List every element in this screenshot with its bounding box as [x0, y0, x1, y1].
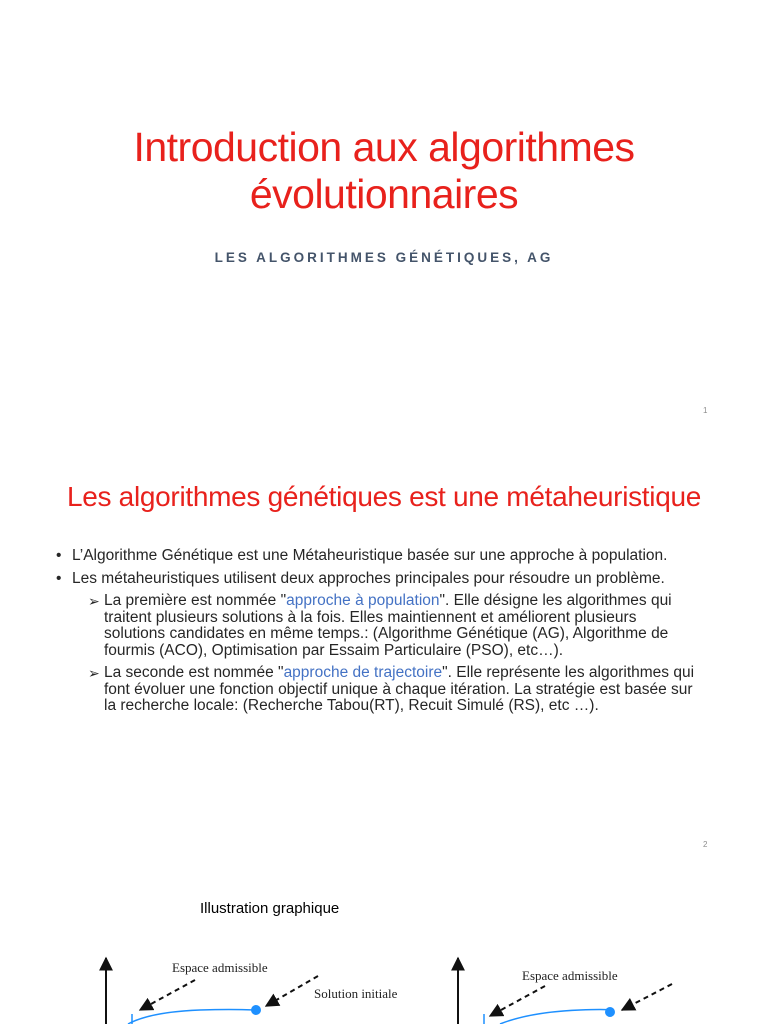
arrow-bullet-icon: ➢	[88, 593, 100, 609]
bullet-item	[56, 548, 696, 565]
search-space-illustration	[0, 954, 768, 1024]
sub-bullet-item	[56, 665, 696, 715]
slide-3-title: Illustration graphique	[200, 900, 340, 917]
slide-3	[0, 864, 768, 1024]
bullet-dot: •	[56, 547, 62, 564]
slide-1-title-line-1: Introduction aux algorithmes	[133, 124, 635, 170]
left-solution-arrow	[266, 976, 318, 1006]
right-space-arrow	[490, 986, 545, 1016]
slide-1	[0, 0, 768, 432]
slide-1-title-line-2: évolutionnaires	[249, 171, 519, 217]
right-space-label: Espace admissible	[522, 968, 618, 983]
left-space-label: Espace admissible	[172, 960, 268, 975]
slide-2-body	[56, 548, 696, 721]
sub-bullet-suffix: ". Elle représente les algorithmes qui font évoluer une fonction objectif unique à chaque itération. La stratégie est basée sur la recherche locale: (Recherche Tabou(RT), Recuit Simulé (RS), etc …).	[104, 664, 695, 714]
sub-bullet-highlight: approche de trajectoire	[283, 664, 443, 681]
sub-bullet-highlight: approche à population	[286, 592, 440, 609]
slide-2-page-number: 2	[703, 840, 708, 849]
right-trajectory-curve	[500, 1010, 610, 1024]
arrow-bullet-icon: ➢	[88, 665, 100, 681]
slide-2-title: Les algorithmes génétiques est une métaheuristique	[66, 481, 702, 512]
slide-1-title	[40, 124, 728, 218]
left-diagram	[106, 958, 398, 1024]
sub-bullet-suffix: ". Elle désigne les algorithmes qui traitent plusieurs solutions à la fois. Elles maintiennent et améliorent plusieurs solutions candidates en même temps.: (Algorithme Génétique (AG), Algorithme de fourmis (ACO), Optimisation par Essaim Particulaire (PSO), etc…).	[104, 592, 672, 659]
right-diagram	[458, 958, 672, 1024]
slide-1-subtitle: LES ALGORITHMES GÉNÉTIQUES, AG	[214, 250, 554, 265]
left-solution-label: Solution initiale	[314, 986, 398, 1001]
right-solution-point	[605, 1007, 615, 1017]
bullet-text: Les métaheuristiques utilisent deux approches principales pour résoudre un problème.	[72, 569, 665, 587]
bullet-item	[56, 571, 696, 588]
right-solution-arrow	[622, 984, 672, 1010]
left-trajectory-curve	[128, 1010, 256, 1024]
bullet-text: L’Algorithme Génétique est une Métaheuristique basée sur une approche à population.	[72, 547, 668, 564]
sub-bullet-item	[56, 593, 696, 659]
sub-bullet-prefix: La seconde est nommée "	[104, 664, 284, 681]
left-initial-solution-point	[251, 1005, 261, 1015]
left-space-arrow	[140, 980, 195, 1010]
bullet-dot: •	[56, 569, 62, 587]
sub-bullet-prefix: La première est nommée "	[104, 592, 287, 609]
slide-1-page-number: 1	[703, 406, 708, 415]
slide-2	[0, 432, 768, 864]
